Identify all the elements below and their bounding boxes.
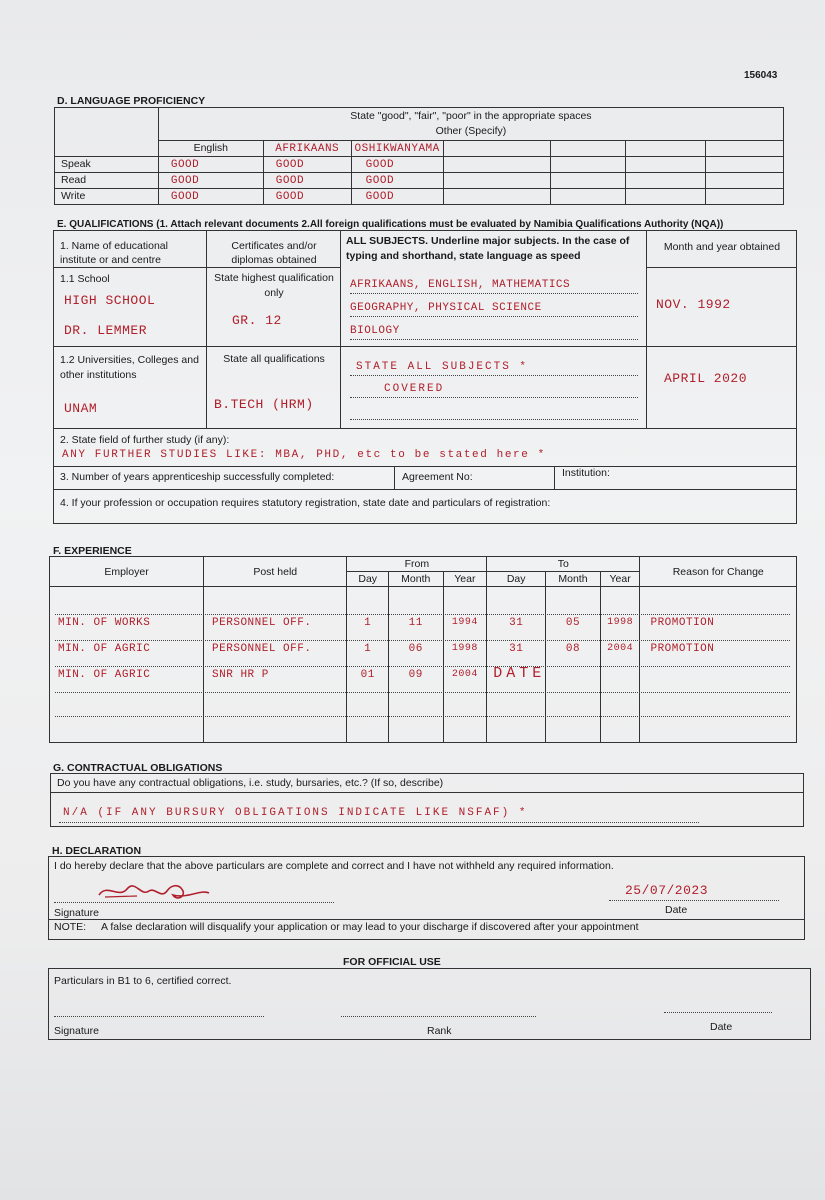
exp-row-1-to-day: 31: [509, 617, 524, 629]
experience-table: [49, 556, 797, 743]
read-english: GOOD: [170, 174, 200, 187]
qual-col-subjects: ALL SUBJECTS. Underline major subjects. In the case of typing and shorthand, state language as speed: [346, 235, 630, 262]
exp-row-2-from-month: 06: [408, 643, 423, 655]
write-oshikwanyama: GOOD: [365, 190, 395, 203]
section-e-title: E. QUALIFICATIONS (1. Attach relevant documents 2.All foreign qualifications must be evaluated by Namibia Qualifications Authority (NQA)): [57, 219, 724, 230]
exp-from-month: Month: [389, 572, 444, 587]
lang-header-afrikaans: AFRIKAANS: [275, 142, 340, 155]
uni-name: UNAM: [64, 401, 98, 416]
institution-label: Institution:: [562, 467, 610, 479]
note-text: A false declaration will disqualify your application or may lead to your discharge if discovered after your appointment: [101, 921, 639, 933]
exp-row-2-to-month: 08: [565, 643, 581, 655]
exp-row-2-reason: PROMOTION: [650, 643, 715, 655]
exp-row-3-post: SNR HR P: [212, 669, 269, 681]
exp-row-2-employer: MIN. OF AGRIC: [58, 643, 151, 655]
school-subjects-1: AFRIKAANS, ENGLISH, MATHEMATICS: [350, 279, 571, 291]
write-afrikaans: GOOD: [275, 190, 305, 203]
uni-qualification: B.TECH (HRM): [214, 397, 314, 412]
language-table: [54, 107, 784, 205]
agreement-label: Agreement No:: [402, 471, 473, 483]
speak-afrikaans: GOOD: [275, 158, 305, 171]
read-afrikaans: GOOD: [275, 174, 305, 187]
declaration-box: [48, 856, 805, 940]
exp-header-to: To: [487, 557, 640, 572]
form-number: 156043: [744, 70, 778, 81]
section-f-title: F. EXPERIENCE: [53, 545, 132, 557]
exp-row-2-post: PERSONNEL OFF.: [212, 643, 312, 655]
language-other-specify: Other (Specify): [435, 125, 507, 138]
qual-col-date: Month and year obtained: [663, 241, 781, 253]
declaration-statement: I do hereby declare that the above particulars are complete and correct and I have not withheld any required information.: [54, 860, 614, 872]
further-study-label: 2. State field of further study (if any):: [60, 434, 230, 446]
exp-row-3-from-year: 2004: [451, 669, 478, 680]
school-name-2: DR. LEMMER: [64, 323, 148, 338]
school-qualification: GR. 12: [232, 313, 282, 328]
qual-col-certificates: Certificates and/or diplomas obtained: [231, 240, 317, 266]
exp-header-from: From: [347, 557, 487, 572]
exp-row-1-to-month: 05: [565, 617, 581, 629]
exp-header-post: Post held: [204, 557, 347, 587]
exp-row-3-employer: MIN. OF AGRIC: [58, 669, 151, 681]
registration-label: 4. If your profession or occupation requires statutory registration, state date and particulars of registration:: [60, 497, 551, 509]
official-rank-label: Rank: [427, 1025, 452, 1037]
official-certified: Particulars in B1 to 6, certified correct.: [54, 975, 232, 987]
exp-header-employer: Employer: [50, 557, 204, 587]
date-label: Date: [665, 904, 688, 916]
uni-subjects-2: COVERED: [384, 383, 445, 395]
official-signature-label: Signature: [54, 1025, 99, 1037]
language-table-corner: [55, 108, 159, 157]
read-oshikwanyama: GOOD: [365, 174, 395, 187]
school-label: 1.1 School: [60, 273, 110, 285]
exp-row-3-from-month: 09: [408, 669, 423, 681]
uni-subjects-1: STATE ALL SUBJECTS *: [356, 361, 529, 373]
exp-row-2-to-year: 2004: [607, 643, 634, 654]
exp-row-2-to-day: 31: [509, 643, 524, 655]
exp-row-2-from-year: 1998: [451, 643, 478, 654]
exp-row-3-to-day: DATE: [493, 665, 546, 682]
exp-row-1-to-year: 1998: [607, 617, 634, 628]
further-study-value: ANY FURTHER STUDIES LIKE: MBA, PHD, etc to be stated here *: [62, 449, 546, 461]
exp-row-1-post: PERSONNEL OFF.: [212, 617, 312, 629]
exp-from-day: Day: [347, 572, 389, 587]
row-label-read: Read: [55, 172, 159, 188]
obligations-question: Do you have any contractual obligations, i.e. study, bursaries, etc.? (If so, describe): [57, 777, 444, 789]
exp-row-1-employer: MIN. OF WORKS: [58, 617, 151, 629]
school-subjects-2: GEOGRAPHY, PHYSICAL SCIENCE: [350, 302, 542, 314]
obligations-answer: N/A (IF ANY BURSURY OBLIGATIONS INDICATE LIKE NSFAF) *: [63, 807, 528, 819]
school-subjects-3: BIOLOGY: [350, 325, 400, 337]
exp-to-month: Month: [546, 572, 601, 587]
exp-row-1-from-day: 1: [364, 617, 372, 629]
row-label-write: Write: [55, 188, 159, 204]
section-d-title: D. LANGUAGE PROFICIENCY: [57, 95, 206, 107]
qual-col-institute: 1. Name of educational institute or and centre: [60, 240, 168, 266]
exp-to-day: Day: [487, 572, 546, 587]
row-label-speak: Speak: [55, 156, 159, 172]
apprenticeship-label: 3. Number of years apprenticeship successfully completed:: [60, 471, 335, 483]
school-name: HIGH SCHOOL: [64, 293, 156, 308]
school-qual-label: State highest qualification only: [214, 272, 334, 299]
exp-row-3-from-day: 01: [360, 669, 375, 681]
obligations-box: [50, 773, 804, 827]
section-g-title: G. CONTRACTUAL OBLIGATIONS: [53, 762, 223, 774]
exp-header-reason: Reason for Change: [640, 557, 797, 587]
note-label: NOTE:: [54, 921, 87, 933]
uni-qual-label: State all qualifications: [223, 353, 325, 365]
speak-oshikwanyama: GOOD: [365, 158, 395, 171]
speak-english: GOOD: [170, 158, 200, 171]
qualifications-box: [53, 230, 797, 524]
official-use-title: FOR OFFICIAL USE: [343, 956, 441, 968]
declaration-date: 25/07/2023: [625, 883, 709, 898]
exp-row-1-reason: PROMOTION: [650, 617, 715, 629]
exp-row-1-from-year: 1994: [451, 617, 478, 628]
write-english: GOOD: [170, 190, 200, 203]
uni-date-obtained: APRIL 2020: [664, 371, 748, 386]
exp-from-year: Year: [443, 572, 487, 587]
language-instruction: State "good", "fair", "poor" in the appropriate spaces: [350, 110, 592, 123]
school-date-obtained: NOV. 1992: [656, 297, 731, 312]
official-use-box: [48, 968, 811, 1040]
exp-to-year: Year: [600, 572, 640, 587]
exp-row-2-from-day: 1: [364, 643, 372, 655]
lang-header-oshikwanyama: OSHIKWANYAMA: [354, 142, 440, 155]
exp-row-1-from-month: 11: [408, 617, 423, 629]
official-date-label: Date: [710, 1021, 733, 1033]
signature-label: Signature: [54, 907, 99, 919]
lang-header-english: English: [158, 141, 263, 156]
uni-label: 1.2 Universities, Colleges and other institutions: [60, 354, 199, 381]
section-h-title: H. DECLARATION: [52, 845, 142, 857]
